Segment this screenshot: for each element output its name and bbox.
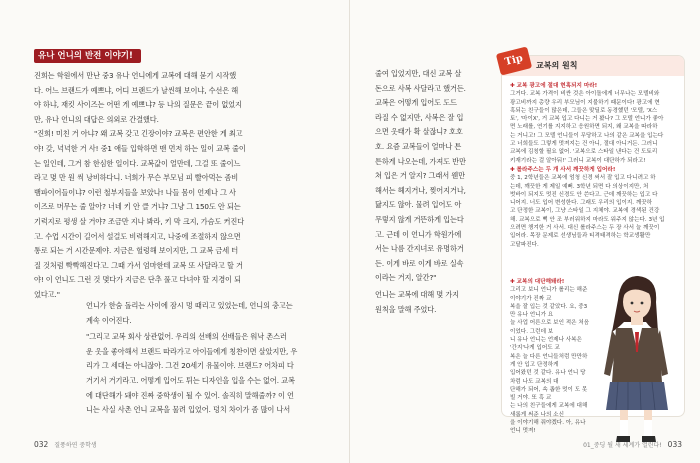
girl-in-uniform-illustration [580, 270, 684, 445]
tip-text: 중 1, 2학년들은 교복에 엄청 신경 써서 잘 입고 다니려고 하 는데, 깨끗한 게 제일 예뻐. 3학년 되면 다 의상이지만, 처 벗바이 되지도 멋진 신경도 안 쓴다고. 근데 깨끗하는 입고 다 니어지. 너도 입어 변성한다. 그래도 우리의 입이지. 깨끗하 고 단정한 교복이, 그냥 스타일 그 지체야. 교복에 경색된 건강 해. 교복으로 뻑 안 조 부러워하지 마라도 워주지 않는다. 3년 입 으려면 챙겨한 거 사서. 대신 롤라주스는 두 장 사서 늘 깨끗이 입어라. 목장 문제로 선생님들과 티격태격하는 학교생활만 고달파진다. [510, 175, 665, 248]
tip-title: 교복의 원칙 [536, 61, 578, 70]
tip-text: 그거다. 교복 가격이 비싼 것은 아이돌에게 너무나는 모델비와 광고비까지 총량 우리 부모님이 지불하기 때문이다! 광고에 현 혹되는 친구들이 많은데, 그들은 맞딜로 동경했던 '모델, 'X스 토', '마이X', 거 교복 입고 다니는 거 봤나? 그 모델 언니가 좋아 면 노래를, 연기를 지지하고 응원하면 되지, 왜 교복을 따라하 는 거니고! 그 모델 언니들이 무당하고 나의 같은 교복을 입는다 고 너희들도 그렇게 멋져지는 건 아니, 절대 아니거든. 그러니 교복에 김칭할 필요 없어. '교복으로 스타일 낸다는 건 도토리 키재기라는 걸 알아둬!' 그러니 교복이 대단하가 되라고! [510, 91, 664, 164]
paragraph: 언니는 교복에 대해 몇 가지 원칙을 말해 주었다. [375, 289, 460, 314]
running-header: 01_중딩 될 새 세계가 열린다! [583, 442, 662, 449]
tip-badge: Tip [496, 46, 532, 75]
tip-section-clean [510, 166, 678, 249]
paragraph: 진희는 학원에서 만난 중3 유나 언니에게 교복에 대해 묻기 시작했 다. 어느 브랜드가 예쁘냐, 어디 브랜드가 날씬해 보이냐, 수선은 해 야 하냐, 재킷 사이즈는 어떤 게 예쁘냐? 등 나의 질문은 끝이 없었지 만, 유나 언니의 대답은 의외로 간결했다. [34, 71, 242, 124]
left-footer [34, 440, 97, 449]
paragraph: "진희! 미친 거 아냐? 왜 교복 갖고 긴장이야? 교복은 편안한 게 최고 야! 갖, 넉넉한 거 사! 중1 애들 입학하면 맨 먼저 하는 일이 교복 줄이 는 일인데, 그거 참 한심한 일이다. 교복값이 얼만데, 그걸 또 줄이느 라고 몇 만 원 씩 낭비하다니. 너희가 무슨 부모님 피 빨아먹는 좀비 뱀파이어들이냐? 이런 철부지들을 보았나! 나들 몸이 언제나 그 사 이즈로 머무는 줄 알아? 너네 키 안 클 거냐? 그냥 그 150도 안 되는 기럭지로 평생 살 거야? 조금만 지나 봐라, 키 막 크지, 가슴도 커진다 고. 수업 시간이 길어서 설걸도 비력해지고, 나중에 조절하지 않으면 통로 되는 거 시간문제야. 지금은 헐렁해 보이지만, 그 교복 금세 터 질 것처럼 빡빡해진다고. 그때 가서 엄마한테 교복 또 사달라고 할 거 야! 이 언니도 그런 것 몇다가 지금은 단추 풀고 다녀야 할 지경이 되 었다고." [34, 129, 246, 299]
tip-section-leader [510, 278, 590, 436]
tip-heading: ✚ 교복 광고에 절대 현혹되지 마라! [510, 83, 598, 89]
right-body [375, 67, 495, 317]
section-title: 유나 언니의 반전 이야기! [34, 49, 141, 63]
paragraph: "그리고 교복 회사 상관없어. 우리의 선배의 선배들은 워낙 촌스러 운 옷을 좋아해서 브랜드 따라가고 아이들에게 칭찬이면 살았지만, 우 리가 그 세대는 아니잖아. 그건 20세기 유물이야. 브랜드? 어차피 다 거기서 거기라고. 어떻게 입어도 튀는 디자인을 입을 수는 없어. 교복 에 대단해가 돼야 진짜 중학생이 될 수 있어. 솔직히 말해줄까? 이 언 니는 사실 사촌 언니 교복을 물려 입었어. 덩치 차이가 좀 많이 나서 [86, 332, 298, 415]
left-body [34, 69, 334, 303]
page-number: 032 [34, 440, 49, 449]
tip-section-ads [510, 82, 678, 165]
paragraph: 줄여 입었지만, 대신 교복 살 돈으로 사복 사달라고 했거든. 교복은 어떻게 입어도 도드 라질 수 없지만, 사복은 잘 입 으면 옷태가 확 살잖니? 호호 호. 요즘 교복들이 얼마나 튼 튼하게 나오는데, 가져도 반만 쳐 입은 거 알지? 그래서 웬만 해서는 헤지거나, 찢어지거나, 닳지도 않아. 물려 입어도 아 무렇지 않게 거뜬하게 입는다 고. 근데 이 언니가 학원가에 서는 나름 간지녀로 유명하거 든. 이게 바로 이게 바로 실속 이라는 거지, 알간?" [375, 69, 466, 283]
running-header: 질풍하연 중학생 [54, 442, 97, 449]
left-body-indented [86, 299, 338, 418]
tip-heading: ✚ 롤라주스는 두 개 사서 깨끗하게 입어라! [510, 167, 616, 173]
paragraph: 언니가 한숨 돌리는 사이에 잠시 멍 때리고 있었는데, 언니의 충고는 계속 이어진다. [86, 301, 293, 325]
tip-heading: ✚ 교복의 대단해돼라! [510, 279, 565, 285]
page-number: 033 [667, 440, 682, 449]
tip-text: 그리고 보니 언니가 롤리는 해준 이야기가 진짜 교 복을 잘 입는 것 같았다. 요, 중3만 유나 언니가 요 늘 사업 어른으로 보인 적은 처음이었다. 그런데 보 니 유나 언니는 언제나 사복은 '간지'나게 입어도 교 복은 늘 다른 언니들처럼 만만하게 안 입고 단정하게 입어왔던 것 같다. 유나 언니 당차럼 나도 교복의 대 단해가 되어, 속 좁한 멋이 도 못 빌 거야. 또 흑 교 는 나의 친구들에게 교복에 대해 새롭게 써준 나의 소신 을 이야기해 줘야겠다. 아, 유나 언니 멋져! [510, 287, 590, 435]
